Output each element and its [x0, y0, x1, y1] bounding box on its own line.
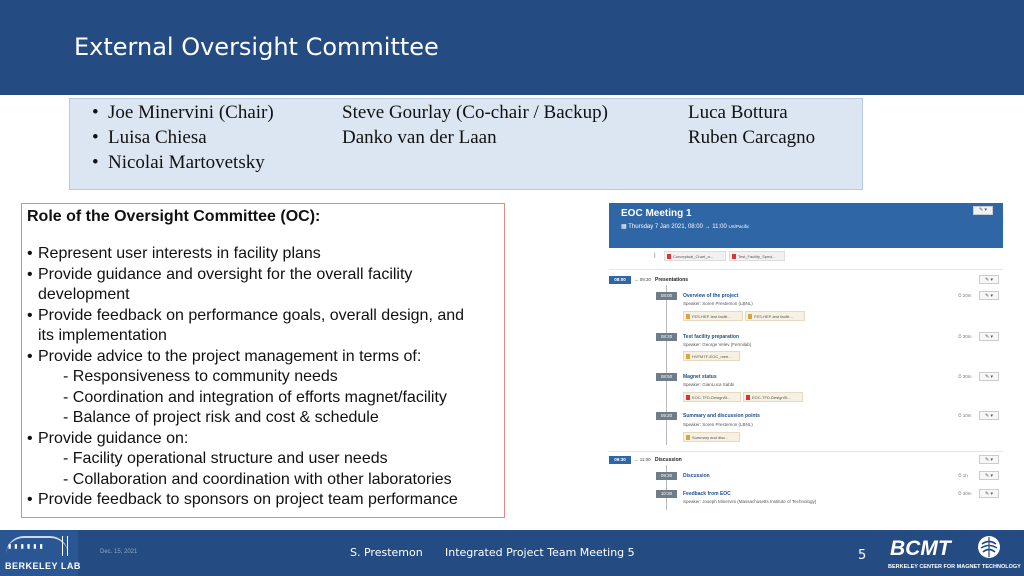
session-title: Presentations: [655, 277, 689, 283]
bcmt-name: BCMT: [890, 537, 951, 560]
item-attachment[interactable]: EOC-TFD-DesignSt...: [683, 392, 741, 402]
item-title-link[interactable]: Overview of the project: [683, 293, 739, 299]
role-subitem: - Facility operational structure and user needs: [63, 450, 388, 467]
item-time-badge: 09:20: [656, 412, 677, 420]
divider: [609, 269, 1003, 270]
member-name: • Nicolai Martovetsky: [92, 152, 265, 173]
item-duration: ⏱ 30m: [958, 374, 972, 379]
item-time-badge: 08:50: [656, 373, 677, 381]
meeting-agenda-panel: [609, 203, 1003, 513]
agenda-header: [609, 203, 1003, 248]
item-attachment[interactable]: EOC-TFD-DesignSt...: [743, 392, 803, 402]
role-list: [27, 244, 499, 511]
item-time-badge: 08:20: [656, 333, 677, 341]
item-speaker: Speaker: Soren Prestemon (LBNL): [683, 301, 753, 306]
role-bullet: • Provide feedback to sponsors on project team performance: [27, 491, 458, 508]
role-continuation: its implementation: [38, 327, 167, 344]
item-attachment[interactable]: HVFMTF-EOC_mee...: [683, 351, 740, 361]
item-title-link[interactable]: Test facility preparation: [683, 334, 740, 340]
page-number: 5: [858, 548, 867, 563]
member-name: Steve Gourlay (Co-chair / Backup): [342, 102, 608, 123]
footer-date: Dec. 15, 2021: [100, 549, 138, 555]
timeline-line: [666, 285, 667, 445]
role-bullet: • Provide feedback on performance goals, overall design, and: [27, 306, 465, 324]
item-edit-button[interactable]: ✎ ▾: [979, 489, 999, 498]
paperclip-icon: ⌇: [653, 253, 657, 260]
globe-icon: [978, 536, 1000, 558]
session-title: Discussion: [655, 457, 682, 463]
item-speaker: Speaker: George Velev (Fermilab): [683, 342, 752, 347]
bcmt-full-name: BERKELEY CENTER FOR MAGNET TECHNOLOGY: [888, 564, 1021, 570]
divider: [609, 451, 1003, 452]
role-description-box: [21, 203, 505, 518]
edit-button[interactable]: ✎ ▾: [973, 206, 993, 215]
member-name: • Luisa Chiesa: [92, 127, 207, 148]
role-bullet: • Provide guidance and oversight for the overall facility: [27, 265, 413, 283]
item-time-badge: 08:00: [656, 292, 677, 300]
item-speaker: Speaker: Joseph Minervini (Massachusetts Institute of Technology): [683, 499, 817, 504]
item-duration: ⏱ 10m: [958, 413, 972, 418]
item-attachment[interactable]: Summary and disc...: [683, 432, 740, 442]
item-title-link[interactable]: Discussion: [683, 473, 710, 479]
item-title-link[interactable]: Feedback from EOC: [683, 491, 731, 497]
title-bar: [0, 0, 1024, 95]
item-speaker: Speaker: Soren Prestemon (LBNL): [683, 422, 753, 427]
slide-title: External Oversight Committee: [74, 33, 439, 61]
building-icon: ▮▮▮▮▮▮: [8, 544, 46, 550]
item-attachment[interactable]: FES-HEP-test facilit...: [745, 311, 805, 321]
session-range: → 11:00: [634, 457, 651, 462]
session-range: → 09:30: [634, 277, 652, 282]
role-bullet: • Represent user interests in facility plans: [27, 245, 321, 262]
session-start-badge: 08:00: [609, 276, 631, 284]
item-attachment[interactable]: FES-HEP-test facilit...: [683, 311, 743, 321]
role-bullet: • Provide guidance on:: [27, 429, 189, 447]
agenda-title: EOC Meeting 1: [621, 208, 692, 219]
session-start-badge: 09:30: [609, 456, 631, 464]
session-edit-button[interactable]: ✎ ▾: [979, 275, 999, 284]
lab-name: BERKELEY LAB: [5, 561, 81, 571]
item-duration: ⏱ 20m: [958, 293, 972, 298]
member-name: Ruben Carcagno: [688, 127, 816, 148]
agenda-date: ▦ Thursday 7 Jan 2021, 08:00 → 11:00 US/Pacific: [621, 224, 750, 230]
item-edit-button[interactable]: ✎ ▾: [979, 372, 999, 381]
item-duration: ⏱ 30m: [958, 334, 972, 339]
item-time-badge: 10:30: [656, 490, 677, 498]
role-subitem: - Responsiveness to community needs: [63, 368, 338, 385]
attachment-link[interactable]: Test_Facility_Speci...: [729, 251, 785, 261]
item-speaker: Speaker: GianLuca Sabbi: [683, 382, 735, 387]
item-duration: ⏱ 1h: [958, 473, 968, 478]
item-title-link[interactable]: Magnet status: [683, 374, 717, 380]
session-edit-button[interactable]: ✎ ▾: [979, 455, 999, 464]
role-subitem: - Balance of project risk and cost & schedule: [63, 409, 379, 426]
berkeley-lab-logo: [0, 530, 81, 576]
item-time-badge: 09:30: [656, 472, 677, 480]
tower-icon: [62, 536, 68, 556]
role-heading: Role of the Oversight Committee (OC):: [27, 208, 321, 225]
item-duration: ⏱ 30m: [958, 491, 972, 496]
item-edit-button[interactable]: ✎ ▾: [979, 332, 999, 341]
member-name: Danko van der Laan: [342, 127, 497, 148]
role-subitem: - Collaboration and coordination with other laboratories: [63, 470, 452, 488]
member-name: Luca Bottura: [688, 102, 788, 123]
item-title-link[interactable]: Summary and discussion points: [683, 413, 760, 419]
role-bullet: • Provide advice to the project management in terms of:: [27, 347, 422, 365]
item-edit-button[interactable]: ✎ ▾: [979, 471, 999, 480]
committee-members-box: [69, 98, 863, 190]
item-edit-button[interactable]: ✎ ▾: [979, 291, 999, 300]
role-subitem: - Coordination and integration of efforts magnet/facility: [63, 388, 447, 406]
footer-meeting: Integrated Project Team Meeting 5: [445, 546, 635, 559]
item-edit-button[interactable]: ✎ ▾: [979, 411, 999, 420]
bcmt-logo: [884, 533, 1024, 576]
member-name: • Joe Minervini (Chair): [92, 102, 274, 123]
attachment-link[interactable]: Conceptual_Chart_a...: [664, 251, 726, 261]
footer-author: S. Prestemon: [350, 546, 423, 559]
role-continuation: development: [38, 286, 130, 303]
